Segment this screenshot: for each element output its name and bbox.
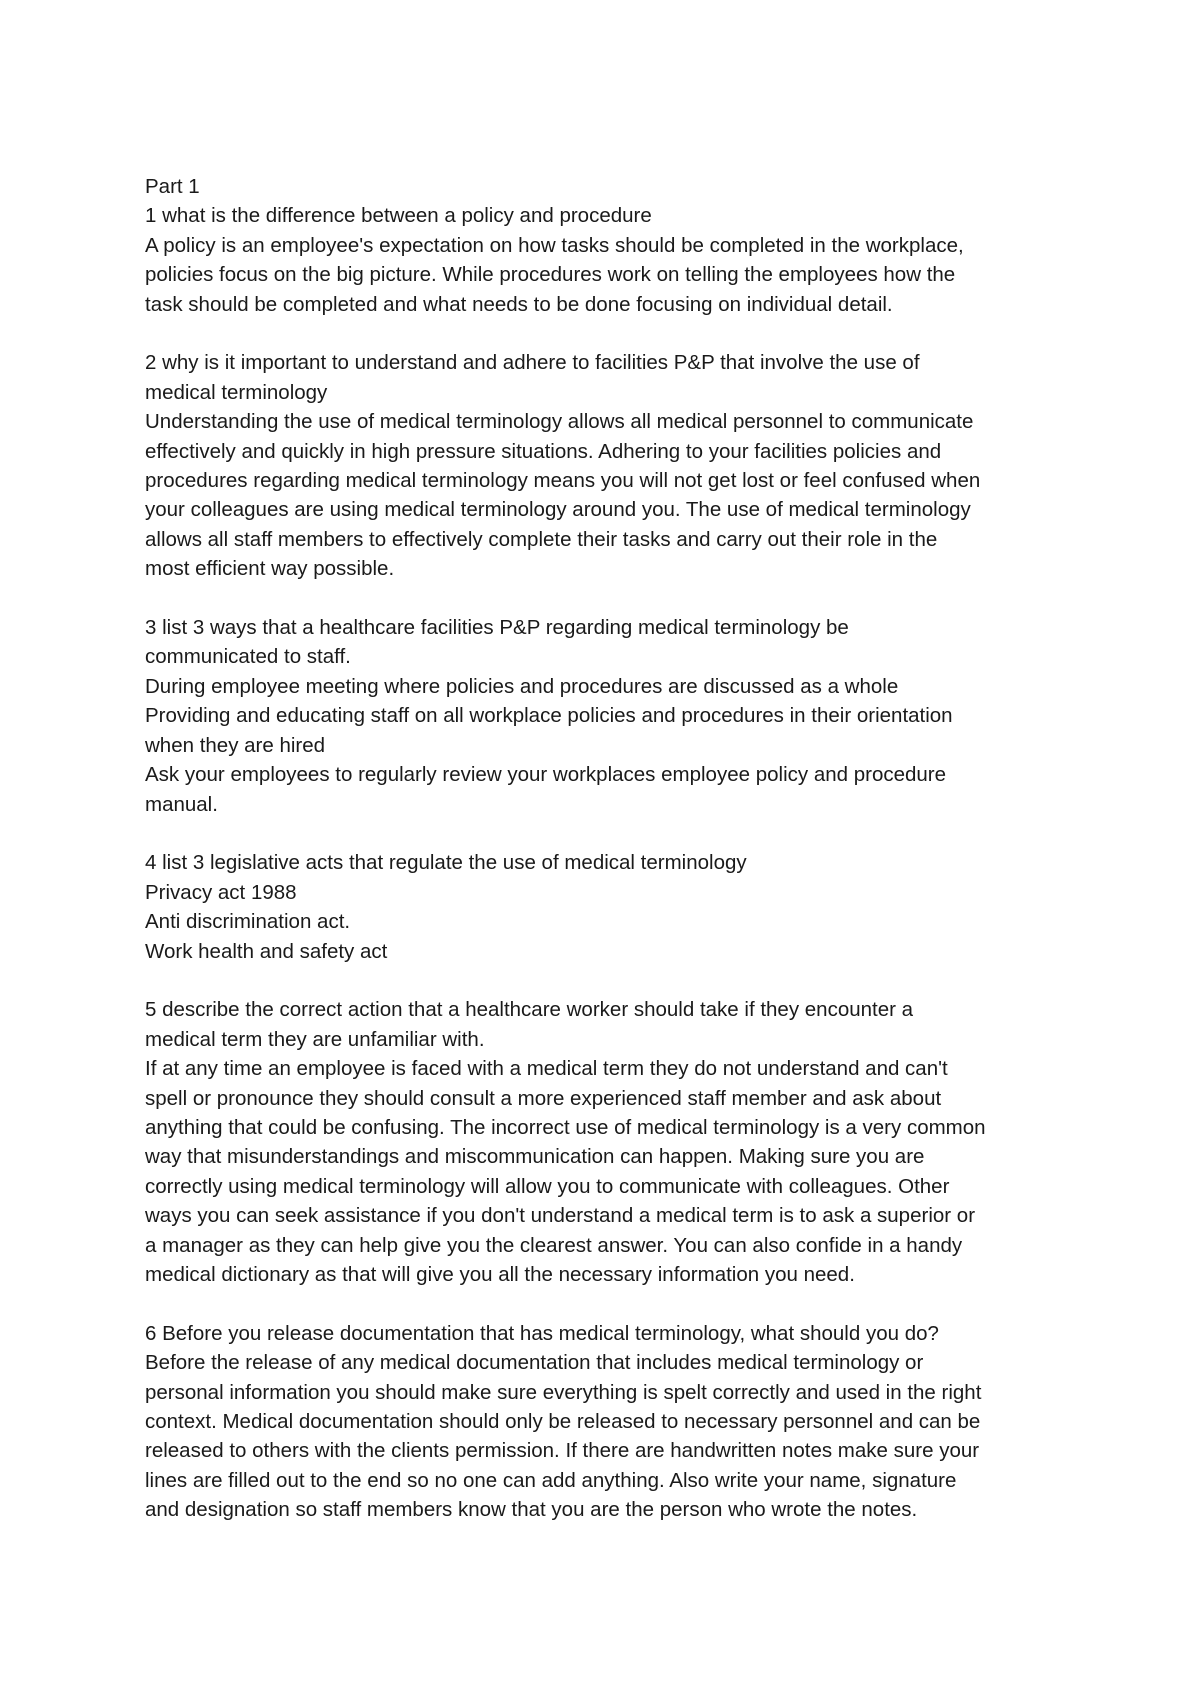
- answer-line: and designation so staff members know that you are the person who wrote the notes.: [145, 1498, 918, 1522]
- qa-section: [145, 348, 1065, 583]
- answer-line: During employee meeting where policies and procedures are discussed as a whole: [145, 674, 899, 698]
- answer-line: most efficient way possible.: [145, 557, 395, 581]
- question-line: 3 list 3 ways that a healthcare facilities P&P regarding medical terminology be: [145, 616, 849, 640]
- answer-line: If at any time an employee is faced with a medical term they do not understand and can't: [145, 1057, 948, 1081]
- answer-line: a manager as they can help give you the clearest answer. You can also confide in a handy: [145, 1233, 963, 1257]
- paragraph-spacer: [145, 966, 1065, 995]
- answer-line: ways you can seek assistance if you don't understand a medical term is to ask a superior or: [145, 1204, 976, 1228]
- answer-line: medical dictionary as that will give you all the necessary information you need.: [145, 1262, 855, 1286]
- answer-line: lines are filled out to the end so no one can add anything. Also write your name, signature: [145, 1468, 957, 1492]
- answer-line: procedures regarding medical terminology means you will not get lost or feel confused when: [145, 469, 981, 493]
- document-heading: Part 1: [145, 175, 200, 198]
- answer-line: A policy is an employee's expectation on how tasks should be completed in the workplace,: [145, 233, 964, 257]
- question-line: 1 what is the difference between a policy and procedure: [145, 204, 652, 228]
- qa-section: [145, 613, 1065, 819]
- answer-line: Providing and educating staff on all workplace policies and procedures in their orientation: [145, 704, 953, 728]
- question-line: medical term they are unfamiliar with.: [145, 1027, 485, 1051]
- answer-line: way that misunderstandings and miscommunication can happen. Making sure you are: [145, 1145, 925, 1169]
- answer-line: personal information you should make sure everything is spelt correctly and used in the right: [145, 1380, 982, 1404]
- answer-line: task should be completed and what needs to be done focusing on individual detail.: [145, 292, 893, 316]
- answer-line: allows all staff members to effectively complete their tasks and carry out their role in the: [145, 527, 938, 551]
- question-line: 6 Before you release documentation that has medical terminology, what should you do?: [145, 1321, 939, 1345]
- paragraph-spacer: [145, 319, 1065, 348]
- question-line: 4 list 3 legislative acts that regulate the use of medical terminology: [145, 851, 747, 875]
- answer-line: effectively and quickly in high pressure situations. Adhering to your facilities policies and: [145, 439, 942, 463]
- answer-line: released to others with the clients permission. If there are handwritten notes make sure your: [145, 1439, 980, 1463]
- qa-section: [145, 848, 1065, 966]
- question-line: communicated to staff.: [145, 645, 351, 669]
- answer-line: context. Medical documentation should only be released to necessary personnel and can be: [145, 1409, 981, 1433]
- question-line: 5 describe the correct action that a healthcare worker should take if they encounter a: [145, 998, 914, 1022]
- paragraph-spacer: [145, 819, 1065, 848]
- sections-container: [145, 201, 1065, 1524]
- answer-line: anything that could be confusing. The incorrect use of medical terminology is a very common: [145, 1115, 986, 1139]
- answer-line: Work health and safety act: [145, 939, 388, 963]
- paragraph-spacer: [145, 1289, 1065, 1318]
- document-body: [145, 172, 1065, 1525]
- answer-line: your colleagues are using medical terminology around you. The use of medical terminology: [145, 498, 971, 522]
- answer-line: spell or pronounce they should consult a more experienced staff member and ask about: [145, 1086, 942, 1110]
- answer-line: policies focus on the big picture. While procedures work on telling the employees how the: [145, 263, 956, 287]
- answer-line: manual.: [145, 792, 218, 816]
- qa-section: [145, 995, 1065, 1289]
- answer-line: Anti discrimination act.: [145, 910, 351, 934]
- answer-line: Privacy act 1988: [145, 880, 297, 904]
- qa-section: [145, 1319, 1065, 1525]
- answer-line: Ask your employees to regularly review your workplaces employee policy and procedure: [145, 763, 947, 787]
- qa-section: [145, 201, 1065, 319]
- answer-line: Before the release of any medical documentation that includes medical terminology or: [145, 1351, 924, 1375]
- answer-line: when they are hired: [145, 733, 326, 757]
- answer-line: Understanding the use of medical terminology allows all medical personnel to communicate: [145, 410, 974, 434]
- paragraph-spacer: [145, 584, 1065, 613]
- answer-line: correctly using medical terminology will allow you to communicate with colleagues. Other: [145, 1174, 950, 1198]
- question-line: 2 why is it important to understand and adhere to facilities P&P that involve the use of: [145, 351, 920, 375]
- question-line: medical terminology: [145, 380, 328, 404]
